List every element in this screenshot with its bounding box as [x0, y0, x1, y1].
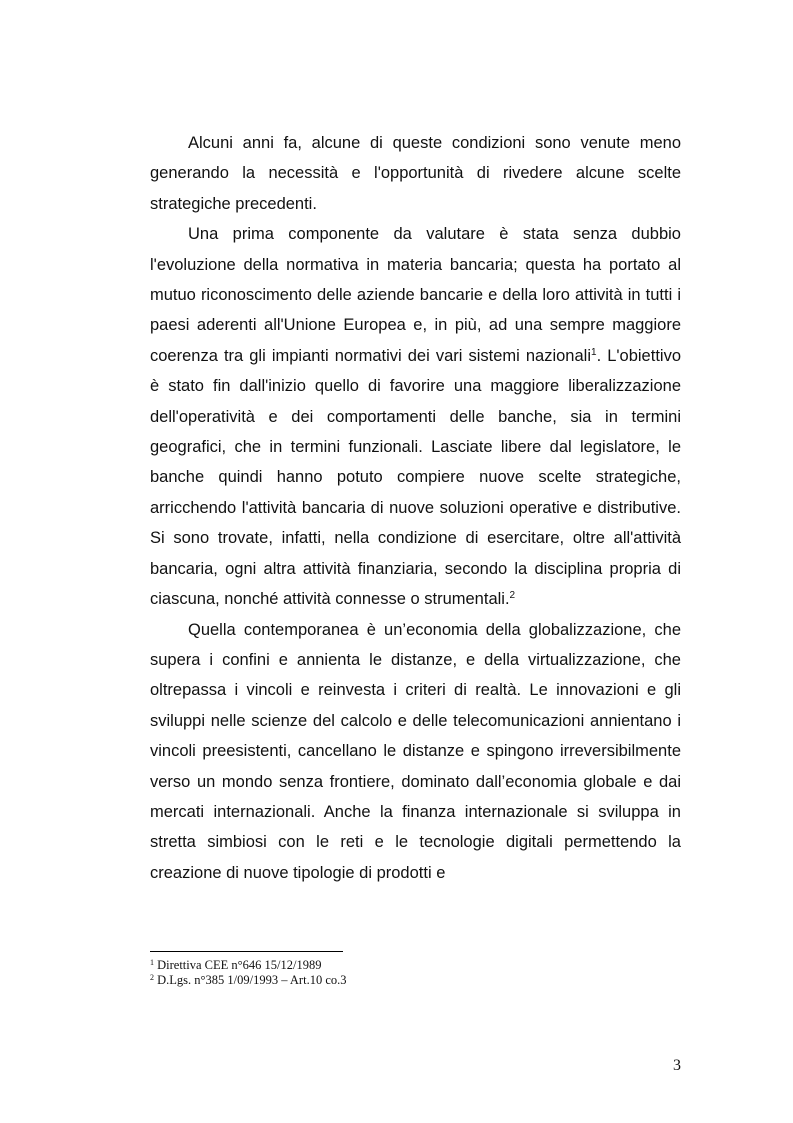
paragraph-3-text: Quella contemporanea è un’economia della globalizzazione, che supera i confini e annienta le distanze, e della virtualizzazione, che oltrepassa i vincoli e reinvesta i criteri di realtà. Le innovazioni e gli sviluppi nelle scienze del calcolo e delle telecomunicazioni annientano i vincoli preesistenti, cancellano le distanze e spingono irreversibilmente verso un mondo senza frontiere, dominato dall’economia globale e dai mercati internazionali. Anche la finanza internazionale si sviluppa in stretta simbiosi con le reti e le tecnologie digitali permettendo la creazione di nuove tipologie di prodotti e — [150, 620, 681, 882]
paragraph-1-text: Alcuni anni fa, alcune di queste condizioni sono venute meno generando la necessità e l'opportunità di rivedere alcune scelte strategiche precedenti. — [150, 134, 681, 213]
paragraph-2 — [150, 219, 681, 614]
footnote-1 — [150, 958, 681, 973]
footnote-separator — [150, 951, 343, 952]
footnote-reference-2[interactable]: 2 — [509, 590, 516, 602]
body-text — [150, 128, 681, 888]
paragraph-2-text-part-2: . L'obiettivo è stato fin dall'inizio quello di favorire una maggiore liberalizzazione dell'operatività e dei comportamenti delle banche, sia in termini geografici, che in termini funzionali. Lasciate libere dal legislatore, le banche quindi hanno potuto compiere nuove scelte strategiche, arricchendo l'attività bancaria di nuove soluzioni operative e distributive. Si sono trovate, infatti, nella condizione di esercitare, oltre all'attività bancaria, ogni altra attività finanziaria, secondo la disciplina propria di ciascuna, nonché attività connesse o strumentali. — [150, 346, 681, 609]
page-number: 3 — [673, 1057, 681, 1074]
paragraph-1 — [150, 128, 681, 219]
footnote-2 — [150, 973, 681, 988]
paragraph-3 — [150, 615, 681, 889]
footnote-1-text: Direttiva CEE n°646 15/12/1989 — [154, 958, 322, 972]
footnotes — [150, 958, 681, 988]
footnote-1-number: 1 — [150, 958, 154, 967]
footnote-2-number: 2 — [150, 973, 154, 982]
paragraph-2-text-part-1: Una prima componente da valutare è stata senza dubbio l'evoluzione della normativa in materia bancaria; questa ha portato al mutuo riconoscimento delle aziende bancarie e della loro attività in tutti i paesi aderenti all'Unione Europea e, in più, ad una sempre maggiore coerenza tra gli impianti normativi dei vari sistemi nazionali — [150, 225, 681, 365]
footnote-2-text: D.Lgs. n°385 1/09/1993 – Art.10 co.3 — [154, 973, 347, 987]
footnote-reference-1[interactable]: 1 — [591, 346, 597, 358]
